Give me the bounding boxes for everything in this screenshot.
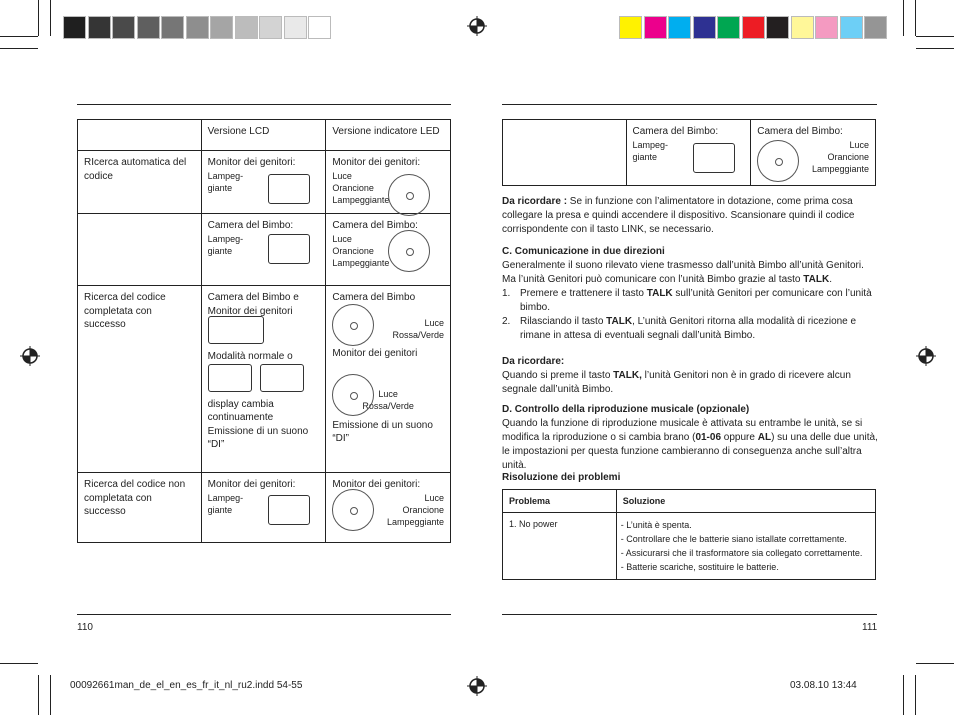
registration-target-icon [20, 346, 40, 366]
solution-cell [616, 513, 875, 580]
color-swatch [717, 16, 740, 39]
color-swatch [259, 16, 282, 39]
lcd-screen-b [260, 364, 304, 392]
cell-text: Monitor dei genitori [332, 347, 418, 359]
lcd-screen-a [208, 364, 252, 392]
section-title: D. Controllo della riproduzione musicale (opzionale) [502, 404, 750, 415]
crop-mark [916, 663, 954, 664]
led-note: Luce Rossa/Verde [392, 317, 444, 340]
footer-rule [77, 614, 451, 615]
note-text: l’unità Genitori non è in grado di ricevere alcun segnale dall’unità Bimbo. [502, 370, 851, 395]
step-num: 1. [502, 288, 511, 299]
table-header: Versione indicatore LED [326, 120, 451, 151]
section-text: Generalmente il suono rilevato viene trasmesso dall’unità Bimbo all’unità Genitori. Ma l’unità Genitori può comunicare con l’unità Bimbo grazie al tasto [502, 260, 864, 285]
track-al: AL [757, 432, 772, 443]
solution-item: - L’unità è spenta. [620, 520, 692, 531]
header-rule [502, 104, 877, 105]
led-note: Luce Orancione Lampeggiante [332, 233, 390, 268]
cell-text: Emissione di un suono “DI” [207, 425, 309, 450]
talk-key: TALK [803, 274, 830, 285]
blink-note: Lampeg- giante [207, 170, 244, 193]
crop-mark [0, 48, 38, 49]
crop-mark [903, 0, 904, 36]
cell-text: Monitor dei genitori: [207, 479, 296, 490]
punct: . [829, 274, 832, 285]
led-indicator [332, 304, 374, 346]
cell-text: Modalità normale o [207, 351, 293, 362]
cell-text: display cambia continuamente [207, 398, 274, 423]
color-swatch [210, 16, 233, 39]
pairing-table [77, 119, 451, 543]
crop-mark [50, 675, 51, 715]
header-rule [77, 104, 451, 105]
row-label [78, 214, 202, 286]
row-label: Ricerca del codice non completata con successo [78, 473, 202, 543]
table-cell [326, 214, 451, 286]
crop-mark [916, 48, 954, 49]
color-swatch [112, 16, 135, 39]
led-note: Luce Orancione Lampeggiante [386, 492, 444, 527]
file-slug: 00092661man_de_el_en_es_fr_it_nl_ru2.indd 54-55 [70, 680, 303, 691]
color-swatch [186, 16, 209, 39]
color-swatch [235, 16, 258, 39]
talk-key: TALK, [613, 370, 642, 381]
step-text: sull’unità Genitori per comunicare con l’unità bimbo. [520, 288, 872, 313]
footer-rule [502, 614, 877, 615]
solution-item: - Batterie scariche, sostituire le batterie. [620, 562, 779, 573]
step-text: , L’unità Genitori ritorna alla modalità di ricezione e rimane in attesa di eventuali segnali dall’unità Bimbo. [520, 316, 857, 341]
step-text: Premere e trattenere il tasto [520, 288, 647, 299]
led-indicator [332, 374, 374, 416]
note-label: Da ricordare: [502, 356, 565, 367]
crop-mark [916, 36, 954, 37]
trouble-title: Risoluzione dei problemi [502, 472, 621, 483]
crop-mark [38, 675, 39, 715]
led-indicator [388, 174, 430, 216]
color-swatch [88, 16, 111, 39]
cell-text: Camera del Bimbo: [332, 220, 418, 231]
lcd-screen [693, 143, 735, 173]
table-cell [326, 286, 451, 473]
color-swatch [742, 16, 765, 39]
blink-note: Lampeg- giante [207, 233, 244, 256]
led-note: Luce Orancione Lampeggiante [811, 139, 869, 174]
note-text: Se in funzione con l’alimentatore in dotazione, come prima cosa collegare la presa e quindi accendere il dispositivo. Scansionare quindi il codice corrispondente con il tasto LINK, se necessario. [502, 196, 855, 235]
problem-cell: 1. No power [503, 513, 617, 580]
step-num: 2. [502, 316, 511, 327]
note-label: Da ricordare : [502, 196, 568, 207]
table-cell [201, 151, 326, 214]
blink-note: Lampeg- giante [632, 139, 669, 162]
section-title: C. Comunicazione in due direzioni [502, 246, 665, 257]
registration-target-icon [467, 16, 487, 36]
table-cell [326, 473, 451, 543]
cell-text: Camera del Bimbo [332, 292, 416, 303]
color-swatch [308, 16, 331, 39]
solution-item: - Controllare che le batterie siano istallate correttamente. [620, 534, 847, 545]
color-swatch [644, 16, 667, 39]
led-indicator [332, 489, 374, 531]
date-slug: 03.08.10 13:44 [790, 680, 857, 691]
row-label: Ricerca del codice completata con successo [78, 286, 202, 473]
crop-mark [50, 0, 51, 36]
color-swatch [840, 16, 863, 39]
page-number: 111 [862, 622, 878, 633]
table-cell [201, 473, 326, 543]
talk-key: TALK [646, 288, 673, 299]
color-swatch [619, 16, 642, 39]
remember-note [502, 195, 878, 237]
lcd-screen-normal [208, 316, 264, 344]
track-range: 01-06 [695, 432, 722, 443]
cell-text: Camera del Bimbo: [207, 220, 294, 231]
table-cell [78, 120, 202, 151]
cell-text: Monitor dei genitori: [207, 157, 296, 168]
color-swatch [791, 16, 814, 39]
table-cell [626, 120, 751, 186]
color-swatch [284, 16, 307, 39]
remember-note-2 [502, 355, 878, 397]
blink-note: Lampeg- giante [207, 492, 244, 515]
registration-target-icon [916, 346, 936, 366]
lcd-screen [268, 234, 310, 264]
color-swatch [815, 16, 838, 39]
crop-mark [915, 675, 916, 715]
table-cell [503, 120, 627, 186]
cell-text: Emissione di un suono “DI” [332, 419, 433, 445]
troubleshooting-table [502, 489, 876, 580]
table-header: Problema [503, 490, 617, 513]
section-text: ) su una delle due unità, le impostazioni per questa funzione cambieranno di conseguenza anche sull’altra unità. [502, 432, 878, 471]
led-note: Luce Rossa/Verde [362, 389, 414, 412]
crop-mark [0, 663, 38, 664]
solution-item: - Assicurarsi che il trasformatore sia collegato correttamente. [620, 548, 863, 559]
table-cell [326, 151, 451, 214]
led-indicator [757, 140, 799, 182]
table-header: Versione LCD [201, 120, 326, 151]
crop-mark [903, 675, 904, 715]
section-d [502, 403, 878, 473]
section-text: oppure [721, 432, 758, 443]
color-swatch [864, 16, 887, 39]
section-c [502, 245, 878, 343]
color-swatch [63, 16, 86, 39]
row-label: RIcerca automatica del codice [78, 151, 202, 214]
registration-target-icon [467, 676, 487, 696]
crop-mark [915, 0, 916, 36]
color-swatch [766, 16, 789, 39]
lcd-screen [268, 495, 310, 525]
led-note: Luce Orancione Lampeggiante [332, 170, 390, 205]
color-swatch [137, 16, 160, 39]
section-text: Quando la funzione di riproduzione musicale è attivata su entrambe le unità, se si modifica la riproduzione o si cambia brano ( [502, 418, 863, 443]
table-header: Soluzione [616, 490, 875, 513]
color-swatch [668, 16, 691, 39]
cell-text: Camera del Bimbo e Monitor dei genitori [207, 292, 299, 317]
step-text: Rilasciando il tasto [520, 316, 607, 327]
cell-text: Camera del Bimbo: [632, 126, 719, 137]
crop-mark [38, 0, 39, 36]
page-number: 110 [77, 622, 93, 633]
cell-text: Monitor dei genitori: [332, 157, 421, 168]
cell-text: Monitor dei genitori: [332, 479, 421, 490]
color-swatch [693, 16, 716, 39]
note-text: Quando si preme il tasto [502, 370, 614, 381]
table-cell [751, 120, 876, 186]
lcd-screen [268, 174, 310, 204]
led-indicator [388, 230, 430, 272]
table-cell [201, 214, 326, 286]
color-swatch [161, 16, 184, 39]
cell-text: Camera del Bimbo: [757, 126, 843, 137]
crop-mark [0, 36, 38, 37]
camera-table [502, 119, 876, 186]
table-cell [201, 286, 326, 473]
talk-key: TALK [606, 316, 633, 327]
